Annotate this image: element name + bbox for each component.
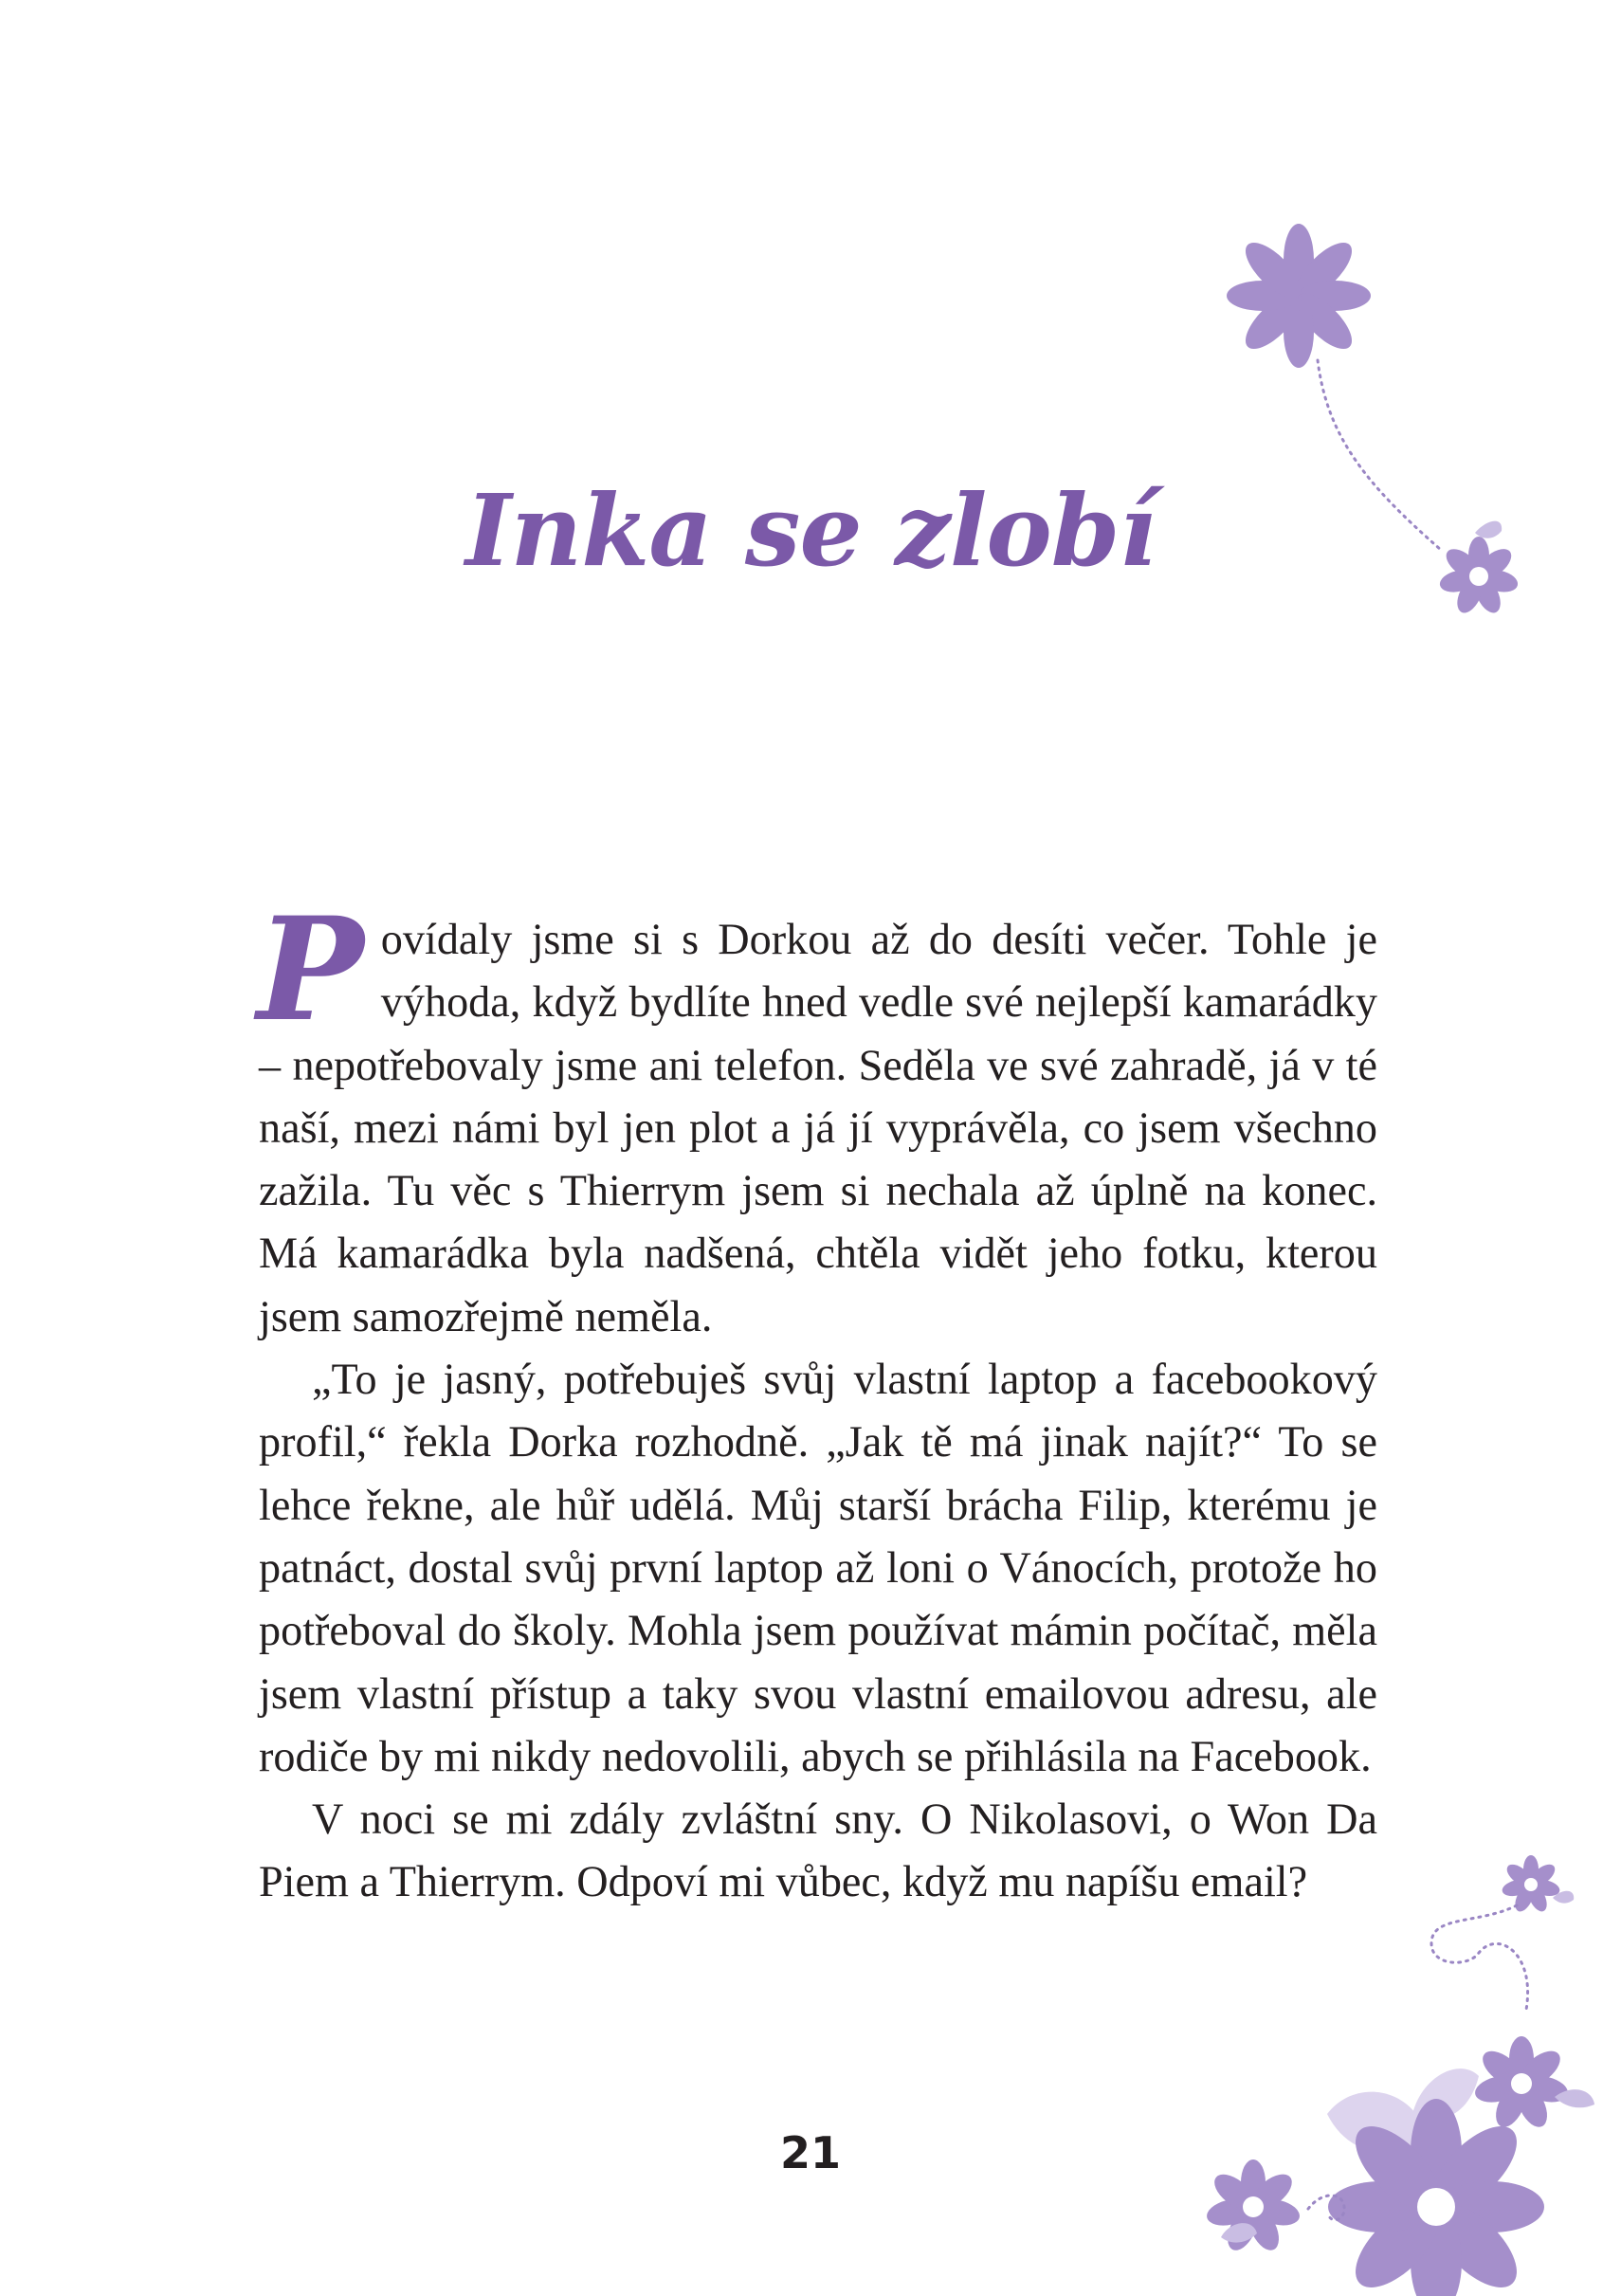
paragraph-2: „To je jasný, potřebuješ svůj vlastní laptop a facebookový profil,“ řekla Dorka rozhodně. „Jak tě má jinak najít?“ To se lehce řekne, ale hůř udělá. Můj starší brácha Filip, kterému je patnáct, dostal svůj první laptop až loni o Vánocích, protože ho potřeboval do školy. Mohla jsem používat mámin počítač, měla jsem vlastní přístup a taky svou vlastní emailovou adresu, ale rodiče by mi nikdy nedovolili, abych se přihlásila na Facebook. xyxy=(259,1355,1377,1780)
flower-decoration-bottom xyxy=(1194,1839,1621,2296)
flower-icon xyxy=(1204,2159,1302,2255)
paragraph-3: V noci se mi zdály zvláštní sny. O Nikolasovi, o Won Da Piem a Thierrym. Odpoví mi vůbec, když mu napíšu email? xyxy=(259,1795,1377,1906)
page-number: 21 xyxy=(779,2127,841,2178)
chapter-title: Inka se zlobí xyxy=(465,472,1156,589)
flower-icon xyxy=(1472,2036,1570,2132)
flower-icon xyxy=(1501,1855,1561,1914)
paragraph-1 xyxy=(257,886,1377,1348)
body-text xyxy=(257,886,1377,1914)
leaf-icon xyxy=(1221,2223,1257,2242)
dotted-stem xyxy=(1431,1905,1528,2010)
drop-cap: P xyxy=(257,886,364,1053)
flower-icon xyxy=(1227,224,1371,368)
paragraph-1-text: ovídaly jsme si s Dorkou až do desíti večer. Tohle je výhoda, když bydlíte hned vedle své nejlepší kamarádky – nepotřebovaly jsme ani telefon. Seděla ve své zahradě, já v té naší, mezi námi byl jen plot a já jí vyprávěla, co jsem všechno zažila. Tu věc s Thierrym jsem si nechala až úplně na konec. Má kamarádka byla nadšená, chtěla vidět jeho fotku, kterou jsem samozřejmě neměla. xyxy=(259,915,1377,1340)
